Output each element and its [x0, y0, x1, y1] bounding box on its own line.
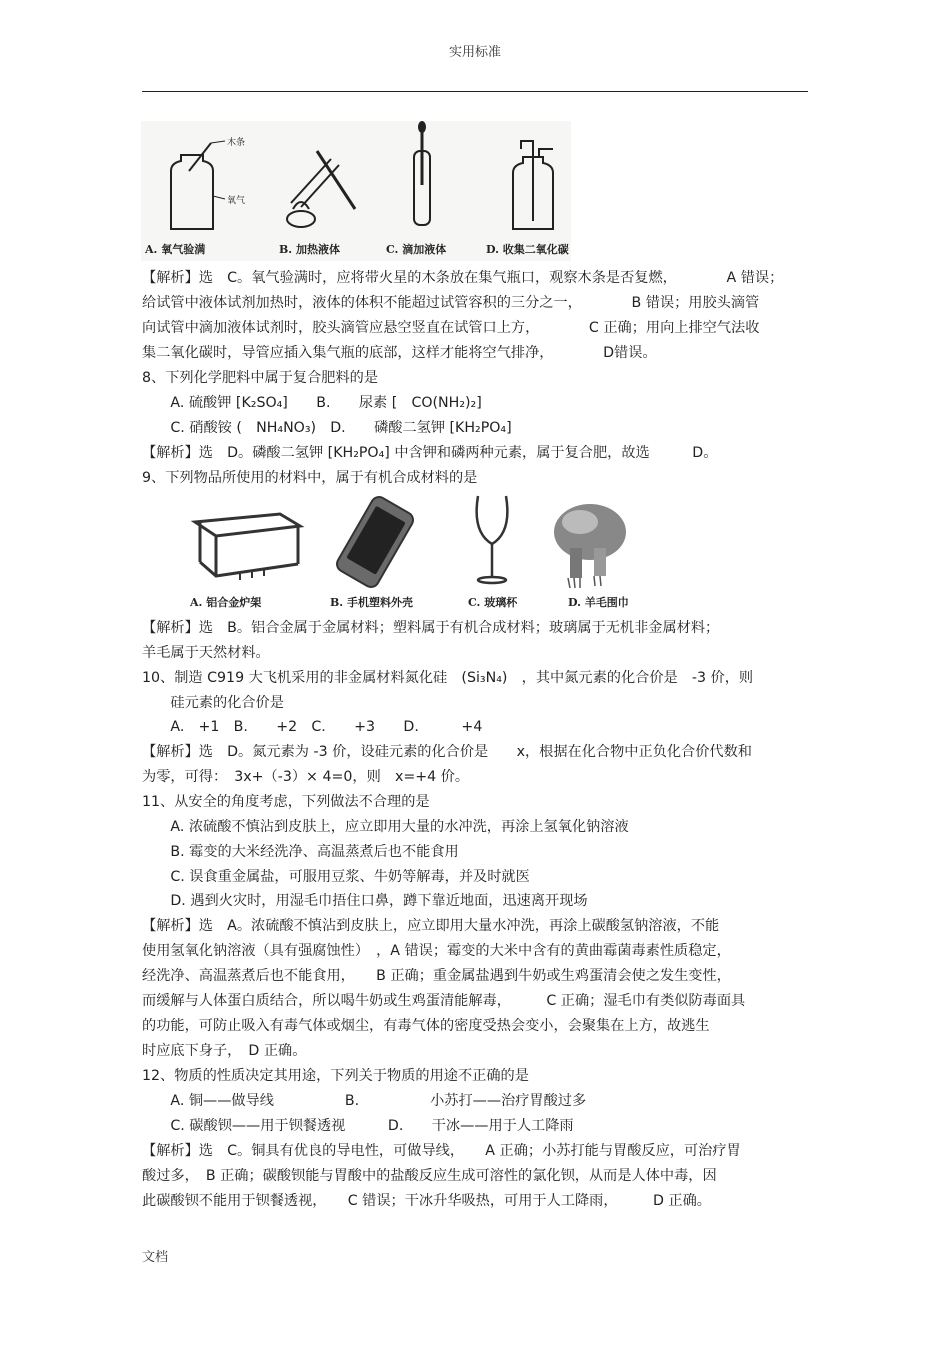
- page-header: 实用标准: [448, 45, 501, 60]
- question-8-options-ab: A. 硫酸钾 [K₂SO₄] B. 尿素 [ CO(NH₂)₂]: [142, 395, 482, 411]
- wool-scarf-icon: [554, 504, 626, 588]
- analysis-11-line-3: 经洗净、高温蒸煮后也不能食用， B 正确；重金属盐遇到牛奶或生鸡蛋清会使之发生变性，: [142, 968, 731, 984]
- analysis-9-line-2: 羊毛属于天然材料。: [142, 645, 270, 661]
- phone-case-icon: [334, 494, 416, 590]
- analysis-7-line-1: 【解析】选 C。氧气验满时，应将带火星的木条放在集气瓶口，观察木条是否复燃， A 错误；: [142, 270, 784, 286]
- stove-rack-icon: [195, 514, 300, 580]
- materials-drawing: [180, 492, 650, 592]
- figure1-label-b: B. 加热液体: [279, 243, 340, 256]
- question-11-option-b: B. 霉变的大米经洗净、高温蒸煮后也不能食用: [142, 844, 459, 860]
- dropper-test-tube-icon: [414, 122, 430, 225]
- question-12-options-ab: A. 铜——做导线 B. 小苏打——治疗胃酸过多: [142, 1093, 587, 1109]
- lab-operations-figure: [141, 121, 571, 261]
- question-11-option-c: C. 误食重金属盐，可服用豆浆、牛奶等解毒，并及时就医: [142, 869, 530, 885]
- gas-collection-bottle-icon: [513, 141, 553, 229]
- annotation-splint: 木条: [227, 138, 246, 148]
- question-10-options: A. +1 B. +2 C. +3 D. +4: [142, 719, 483, 735]
- analysis-11-line-6: 时应底下身子， D 正确。: [142, 1043, 307, 1059]
- question-8-options-cd: C. 硝酸铵 ( NH₄NO₃) D. 磷酸二氢钾 [KH₂PO₄]: [142, 420, 512, 436]
- question-10-line-2: 硅元素的化合价是: [142, 695, 284, 711]
- analysis-12-line-1: 【解析】选 C。铜具有优良的导电性，可做导线， A 正确；小苏打能与胃酸反应，可治疗胃: [142, 1143, 741, 1159]
- analysis-7-line-2: 给试管中液体试剂加热时，液体的体积不能超过试管容积的三分之一， B 错误；用胶头滴管: [142, 295, 760, 311]
- analysis-11-line-1: 【解析】选 A。浓硫酸不慎沾到皮肤上，应立即用大量水冲洗，再涂上碳酸氢钠溶液，不能: [142, 918, 720, 934]
- analysis-10-line-1: 【解析】选 D。氮元素为 -3 价，设硅元素的化合价是 x，根据在化合物中正负化合价代数和: [142, 744, 752, 760]
- analysis-11-line-5: 的功能，可防止吸入有毒气体或烟尘，有毒气体的密度受热会变小，会聚集在上方，故逃生: [142, 1018, 710, 1034]
- question-12-options-cd: C. 碳酸钡——用于钡餐透视 D. 干冰——用于人工降雨: [142, 1118, 574, 1134]
- analysis-7-line-4: 集二氧化碳时，导管应插入集气瓶的底部，这样才能将空气排净， D错误。: [142, 345, 657, 361]
- question-12: 12、物质的性质决定其用途，下列关于物质的用途不正确的是: [142, 1068, 529, 1084]
- question-11-option-a: A. 浓硫酸不慎沾到皮肤上，应立即用大量的水冲洗，再涂上氢氧化钠溶液: [142, 819, 629, 835]
- analysis-11-line-4: 而缓解与人体蛋白质结合，所以喝牛奶或生鸡蛋清能解毒， C 正确；湿毛巾有类似防毒面具: [142, 993, 746, 1009]
- figure1-label-d: D. 收集二氧化碳: [486, 243, 569, 256]
- figure2-label-a: A. 铝合金炉架: [190, 596, 262, 609]
- analysis-11-line-2: 使用氢氧化钠溶液（具有强腐蚀性） ，A 错误；霉变的大米中含有的黄曲霉菌毒素性质稳定，: [142, 943, 731, 959]
- question-11: 11、从安全的角度考虑，下列做法不合理的是: [142, 794, 430, 810]
- analysis-10-line-2: 为零，可得： 3x+（-3）× 4=0，则 x=+4 价。: [142, 769, 470, 785]
- glass-cup-icon: [477, 496, 508, 583]
- materials-figure: [180, 492, 650, 614]
- analysis-8: 【解析】选 D。磷酸二氢钾 [KH₂PO₄] 中含钾和磷两种元素，属于复合肥，故选 D。: [142, 445, 718, 461]
- question-10-line-1: 10、制造 C919 大飞机采用的非金属材料氮化硅 (Si₃N₄) ，其中氮元素的化合价是 -3 价，则: [142, 670, 754, 686]
- lab-operations-drawing: [141, 121, 571, 236]
- analysis-12-line-3: 此碳酸钡不能用于钡餐透视， C 错误；干冰升华吸热，可用于人工降雨， D 正确。: [142, 1193, 711, 1209]
- annotation-oxygen: 氧气: [227, 196, 246, 206]
- question-8: 8、下列化学肥料中属于复合肥料的是: [142, 370, 379, 386]
- question-9: 9、下列物品所使用的材料中，属于有机合成材料的是: [142, 470, 478, 486]
- figure1-label-a: A. 氧气验满: [145, 243, 206, 256]
- page-footer: 文档: [142, 1250, 169, 1265]
- analysis-7-line-3: 向试管中滴加液体试剂时，胶头滴管应悬空竖直在试管口上方， C 正确；用向上排空气法收: [142, 320, 760, 336]
- analysis-12-line-2: 酸过多， B 正确；碳酸钡能与胃酸中的盐酸反应生成可溶性的氯化钡，从而是人体中毒，因: [142, 1168, 717, 1184]
- question-11-option-d: D. 遇到火灾时，用湿毛巾捂住口鼻，蹲下靠近地面，迅速离开现场: [142, 893, 588, 909]
- figure2-label-c: C. 玻璃杯: [468, 596, 518, 609]
- figure2-label-b: B. 手机塑料外壳: [330, 596, 413, 609]
- analysis-9-line-1: 【解析】选 B。铝合金属于金属材料；塑料属于有机合成材料；玻璃属于无机非金属材料；: [142, 620, 720, 636]
- heating-test-tube-icon: [287, 151, 355, 227]
- figure2-label-d: D. 羊毛围巾: [568, 596, 629, 609]
- header-divider: [142, 91, 808, 92]
- figure1-label-c: C. 滴加液体: [386, 243, 447, 256]
- gas-jar-icon: [171, 141, 225, 229]
